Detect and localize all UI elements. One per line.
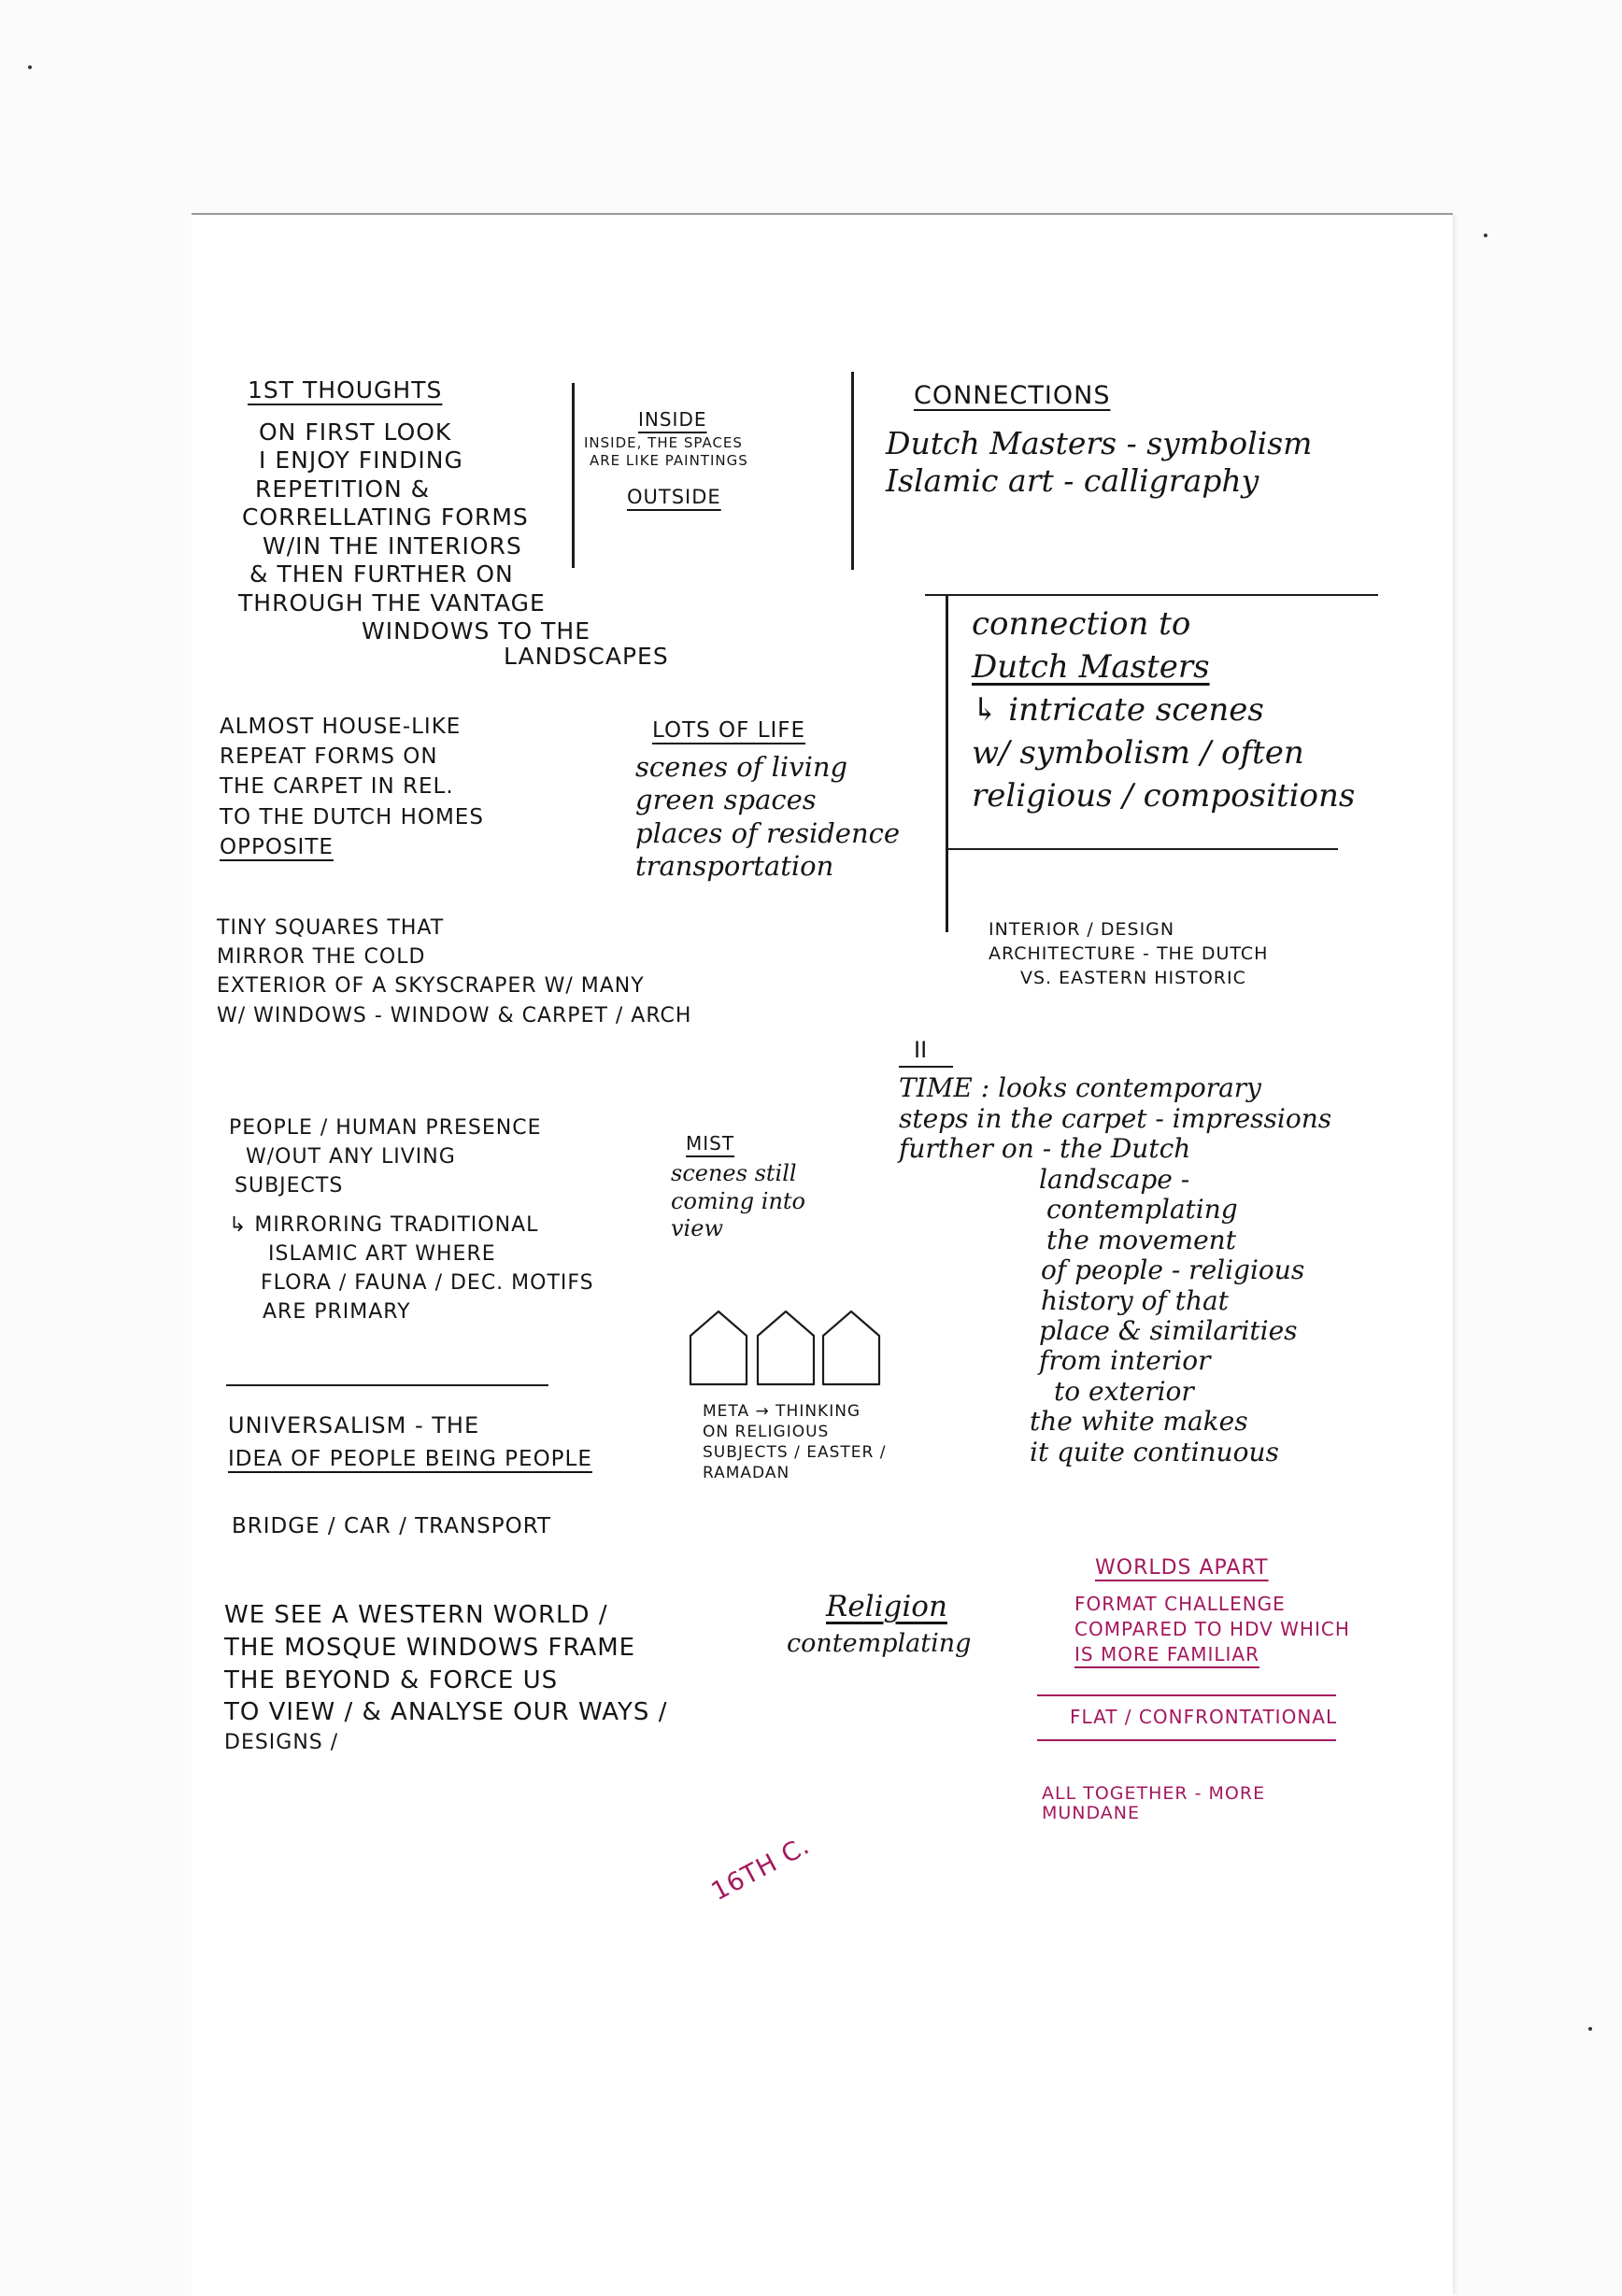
outside-heading: OUTSIDE [627, 485, 721, 508]
flat-confrontational-text: FLAT / CONFRONTATIONAL [1070, 1706, 1338, 1728]
almost-house-line: TO THE DUTCH HOMES [220, 804, 484, 829]
people-line: PEOPLE / HUMAN PRESENCE [229, 1116, 542, 1140]
connections-line: Islamic art - calligraphy [886, 462, 1259, 500]
tiny-squares-note [217, 914, 691, 1030]
speck [1588, 2027, 1592, 2031]
connections-heading: CONNECTIONS [914, 381, 1111, 410]
lots-of-life-heading: LOTS OF LIFE [652, 718, 806, 743]
connection-dutch-line: religious / compositions [972, 776, 1356, 815]
bridge-text: BRIDGE / CAR / TRANSPORT [232, 1514, 552, 1538]
tiny-squares-line: TINY SQUARES THAT [217, 916, 445, 940]
inside-right-divider [851, 372, 854, 570]
people-line: FLORA / FAUNA / DEC. MOTIFS [261, 1271, 594, 1296]
all-together-note [1042, 1784, 1265, 1823]
people-line: ISLAMIC ART WHERE [268, 1241, 496, 1266]
inside-outside-note [584, 408, 748, 510]
time-line: TIME : looks contemporary [899, 1072, 1261, 1104]
connections-line: Dutch Masters - symbolism [886, 424, 1313, 461]
western-world-line: THE MOSQUE WINDOWS FRAME [224, 1633, 636, 1662]
time-line: history of that [1041, 1284, 1229, 1316]
connections-note [886, 381, 1312, 500]
lots-of-life-line: transportation [635, 850, 834, 883]
interior-design-note [989, 917, 1268, 991]
first-thoughts-line: W/IN THE INTERIORS [263, 531, 522, 560]
western-world-line: THE BEYOND & FORCE US [224, 1665, 559, 1694]
first-thoughts-line: ON FIRST LOOK [259, 418, 452, 446]
almost-house-line: OPPOSITE [220, 834, 334, 859]
religion-note [787, 1590, 971, 1660]
worlds-apart-line: IS MORE FAMILIAR [1074, 1643, 1259, 1666]
time-mark: II [914, 1037, 928, 1063]
time-mark-underline [899, 1066, 953, 1068]
mist-line: coming into [671, 1187, 805, 1214]
first-thoughts-line: LANDSCAPES [504, 642, 669, 670]
inside-line: INSIDE, THE SPACES [584, 434, 743, 452]
time-line: the white makes [1030, 1406, 1248, 1438]
flat-divider [1037, 1739, 1336, 1741]
universalism-note [228, 1409, 592, 1477]
mist-note [671, 1132, 805, 1242]
tiny-squares-line: MIRROR THE COLD [217, 945, 426, 970]
first-thoughts-line: THROUGH THE VANTAGE [238, 588, 546, 617]
worlds-apart-note [1074, 1554, 1350, 1667]
worlds-apart-divider [1037, 1694, 1336, 1696]
speck [28, 65, 32, 69]
time-line: it quite continuous [1030, 1436, 1279, 1467]
lots-of-life-line: places of residence [635, 816, 901, 849]
first-thoughts-heading: 1ST THOUGHTS [248, 376, 443, 404]
lots-of-life-line: green spaces [635, 784, 817, 816]
time-line: to exterior [1054, 1375, 1194, 1407]
first-thoughts-line: WINDOWS TO THE [362, 617, 591, 645]
connection-dutch-line: ↳ intricate scenes [972, 690, 1264, 729]
all-together-line: MUNDANE [1042, 1802, 1141, 1823]
people-divider [226, 1384, 548, 1386]
time-line: contemplating [1046, 1194, 1238, 1226]
connection-dutch-line: w/ symbolism / often [972, 733, 1304, 772]
western-world-line: WE SEE A WESTERN WORLD / [224, 1601, 608, 1629]
mist-line: scenes still [671, 1160, 797, 1187]
people-line: ARE PRIMARY [263, 1300, 411, 1325]
interior-design-line: INTERIOR / DESIGN [989, 919, 1175, 940]
connection-box-bottom [946, 848, 1338, 850]
religion-line: contemplating [787, 1628, 972, 1658]
interior-design-line: ARCHITECTURE - THE DUTCH [989, 943, 1269, 965]
century-text: 16TH C. [706, 1831, 815, 1907]
mist-line: view [671, 1214, 723, 1241]
lots-of-life-note [635, 717, 900, 884]
time-line: further on - the Dutch [899, 1133, 1191, 1165]
meta-line: ON RELIGIOUS [703, 1423, 830, 1442]
first-thoughts-line: CORRELLATING FORMS [242, 503, 529, 531]
lots-of-life-line: scenes of living [635, 751, 848, 784]
meta-note [703, 1401, 886, 1483]
time-line: the movement [1046, 1224, 1236, 1255]
connection-box-left [946, 594, 948, 932]
tiny-squares-line: W/ WINDOWS - WINDOW & CARPET / ARCH [217, 1003, 692, 1028]
first-thoughts-line: & THEN FURTHER ON [249, 560, 514, 588]
connection-box-top [925, 594, 1378, 596]
almost-house-line: REPEAT FORMS ON [220, 744, 438, 770]
people-note [229, 1113, 594, 1327]
connection-dutch-line: connection to [972, 605, 1191, 643]
time-line: landscape - [1039, 1163, 1190, 1195]
people-line: ↳ MIRRORING TRADITIONAL [229, 1212, 539, 1237]
time-line: place & similarities [1039, 1315, 1298, 1347]
worlds-apart-line: COMPARED TO HDV WHICH [1074, 1618, 1350, 1641]
interior-design-line: VS. EASTERN HISTORIC [1020, 968, 1246, 989]
all-together-line: ALL TOGETHER - MORE [1042, 1783, 1266, 1804]
connection-dutch-line: Dutch Masters [972, 647, 1210, 686]
meta-line: SUBJECTS / EASTER / [703, 1443, 887, 1463]
western-world-line: TO VIEW / & ANALYSE OUR WAYS / [224, 1698, 668, 1727]
flat-confrontational-note [1070, 1706, 1337, 1728]
religion-heading: Religion [826, 1590, 947, 1623]
almost-house-note [220, 712, 484, 862]
time-line: from interior [1039, 1345, 1211, 1377]
inside-heading: INSIDE [638, 408, 707, 431]
almost-house-line: ALMOST HOUSE-LIKE [220, 715, 462, 739]
mist-heading: MIST [686, 1132, 735, 1155]
inside-line: ARE LIKE PAINTINGS [590, 451, 748, 469]
tiny-squares-line: EXTERIOR OF A SKYSCRAPER W/ MANY [217, 974, 645, 999]
almost-house-line: THE CARPET IN REL. [220, 774, 454, 800]
time-note [899, 1037, 1331, 1467]
meta-line: RAMADAN [703, 1464, 790, 1483]
people-line: SUBJECTS [235, 1174, 344, 1198]
inside-left-divider [572, 383, 575, 568]
time-line: of people - religious [1041, 1254, 1305, 1286]
first-thoughts-line: REPETITION & [255, 475, 431, 503]
worlds-apart-heading: WORLDS APART [1095, 1556, 1269, 1580]
universalism-line: UNIVERSALISM - THE [228, 1412, 480, 1439]
first-thoughts-line: I ENJOY FINDING [259, 446, 463, 474]
people-line: W/OUT ANY LIVING [246, 1145, 456, 1169]
connection-dutch-note [972, 603, 1355, 817]
western-world-line: DESIGNS / [224, 1731, 339, 1755]
bridge-note [232, 1513, 551, 1539]
worlds-apart-line: FORMAT CHALLENGE [1074, 1592, 1286, 1615]
universalism-line: IDEA OF PEOPLE BEING PEOPLE [228, 1447, 592, 1472]
western-world-note [224, 1599, 667, 1757]
speck [1484, 234, 1487, 237]
three-houses-icon [687, 1308, 883, 1387]
meta-line: META → THINKING [703, 1402, 861, 1421]
time-line: steps in the carpet - impressions [899, 1102, 1332, 1134]
